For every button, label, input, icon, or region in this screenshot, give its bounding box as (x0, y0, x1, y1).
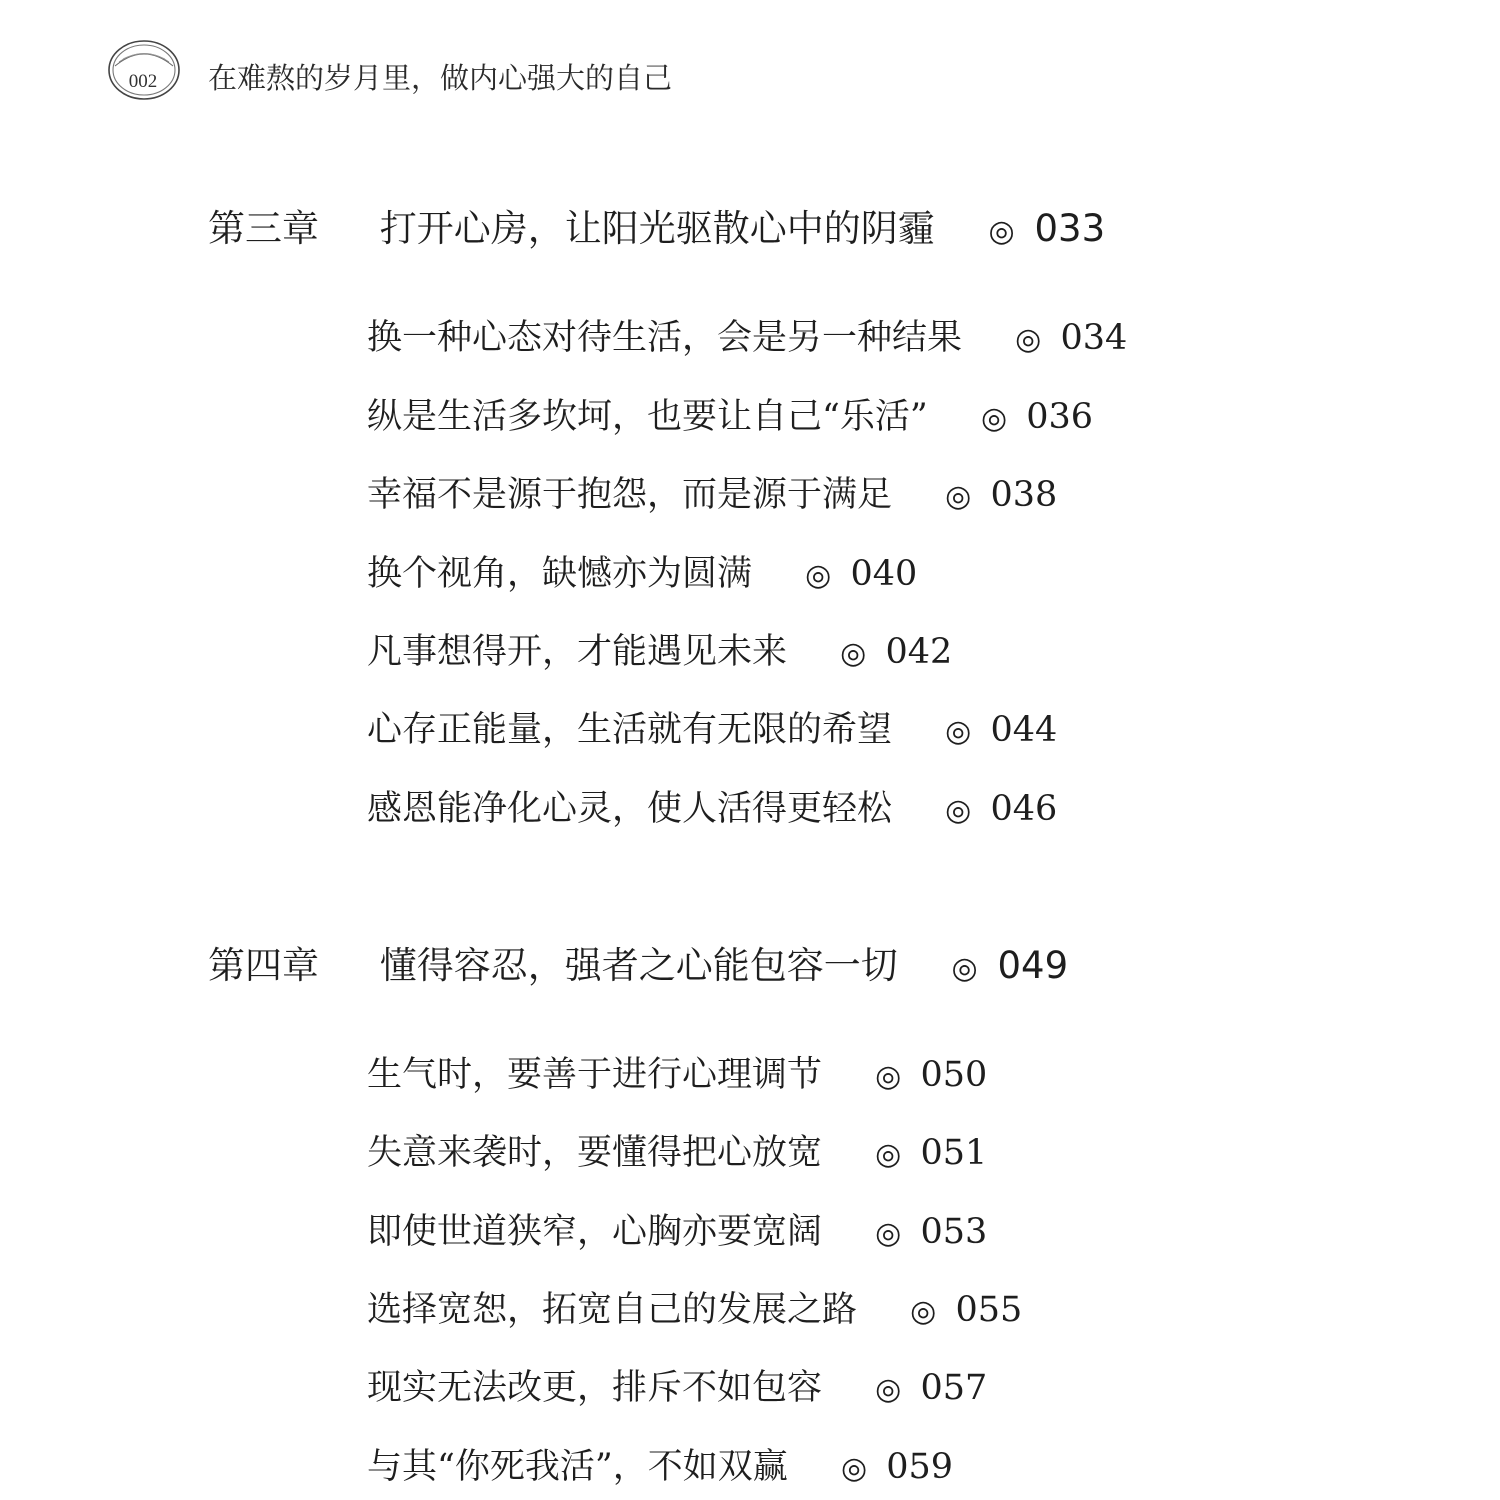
section-page-ref (875, 1365, 987, 1413)
toc-marker-icon: ◎ (945, 714, 972, 749)
section-page-ref (805, 551, 917, 599)
chapter-label: 第四章 (208, 944, 319, 987)
toc-marker-icon: ◎ (1015, 322, 1042, 357)
list-item[interactable] (367, 707, 1057, 755)
section-page-ref (945, 707, 1057, 755)
list-item[interactable] (367, 1365, 987, 1413)
toc-marker-icon: ◎ (951, 951, 978, 986)
section-page-ref (875, 1130, 987, 1178)
section-page-number: 053 (920, 1212, 988, 1252)
list-item[interactable] (367, 551, 917, 599)
list-item[interactable] (367, 1287, 1022, 1335)
list-item[interactable] (367, 1052, 987, 1100)
toc-marker-icon: ◎ (840, 1451, 868, 1486)
list-item[interactable] (367, 1444, 953, 1492)
section-title: 失意来袭时，要懂得把心放宽 (367, 1133, 823, 1173)
chapter-heading[interactable] (208, 205, 1105, 256)
section-page-number: 034 (1060, 318, 1128, 358)
section-title: 换个视角，缺憾亦为圆满 (367, 554, 753, 594)
section-title: 幸福不是源于抱怨，而是源于满足 (367, 475, 893, 515)
toc-marker-icon: ◎ (875, 1372, 902, 1407)
list-item[interactable] (367, 1209, 987, 1257)
section-title: 心存正能量，生活就有无限的希望 (367, 710, 893, 750)
toc-marker-icon: ◎ (988, 214, 1015, 249)
section-page-number: 059 (886, 1447, 954, 1487)
section-page-ref (1015, 315, 1127, 363)
toc-marker-icon: ◎ (840, 636, 867, 671)
section-title: 感恩能净化心灵，使人活得更轻松 (367, 789, 893, 829)
toc-marker-icon: ◎ (875, 1059, 902, 1094)
toc-marker-icon: ◎ (875, 1137, 902, 1172)
chapter-heading[interactable] (208, 942, 1068, 993)
toc-marker-icon: ◎ (805, 558, 832, 593)
toc-marker-icon: ◎ (945, 793, 972, 828)
section-title: 与其“你死我活”，不如双赢 (367, 1447, 788, 1487)
section-title: 换一种心态对待生活，会是另一种结果 (367, 318, 963, 358)
chapter-label: 第三章 (208, 207, 319, 250)
section-title: 纵是生活多坎坷，也要让自己“乐活” (367, 397, 928, 437)
section-page-ref (981, 394, 1093, 442)
page-number-badge (106, 36, 182, 102)
section-page-ref (875, 1209, 987, 1257)
book-title: 在难熬的岁月里，做内心强大的自己 (208, 61, 673, 95)
section-page-ref (841, 1444, 953, 1492)
chapter-title: 打开心房，让阳光驱散心中的阴霾 (379, 207, 935, 250)
section-title: 现实无法改更，排斥不如包容 (367, 1368, 823, 1408)
section-page-ref (875, 1052, 987, 1100)
page-number: 002 (128, 71, 158, 92)
list-item[interactable] (367, 394, 1093, 442)
toc-marker-icon: ◎ (980, 401, 1008, 436)
list-item[interactable] (367, 315, 1127, 363)
section-page-number: 044 (990, 710, 1058, 750)
list-item[interactable] (367, 786, 1057, 834)
section-page-number: 051 (920, 1133, 988, 1173)
section-page-number: 050 (920, 1055, 988, 1095)
section-page-number: 036 (1026, 397, 1094, 437)
section-title: 即使世道狭窄，心胸亦要宽阔 (367, 1212, 823, 1252)
section-page-number: 046 (990, 789, 1058, 829)
list-item[interactable] (367, 472, 1057, 520)
toc-marker-icon: ◎ (945, 479, 972, 514)
section-page-number: 038 (990, 475, 1058, 515)
chapter-page-ref (952, 942, 1069, 993)
section-page-ref (910, 1287, 1022, 1335)
section-title: 选择宽恕，拓宽自己的发展之路 (367, 1290, 858, 1330)
list-item[interactable] (367, 1130, 987, 1178)
section-title: 凡事想得开，才能遇见未来 (367, 632, 788, 672)
chapter-page-number: 049 (997, 944, 1069, 987)
chapter-page-number: 033 (1034, 207, 1106, 250)
section-page-number: 042 (885, 632, 953, 672)
toc-marker-icon: ◎ (910, 1294, 937, 1329)
section-page-number: 055 (955, 1290, 1023, 1330)
section-page-number: 040 (850, 554, 918, 594)
chapter-title: 懂得容忍，强者之心能包容一切 (379, 944, 898, 987)
section-page-number: 057 (920, 1368, 988, 1408)
section-title: 生气时，要善于进行心理调节 (367, 1055, 823, 1095)
section-page-ref (840, 629, 952, 677)
section-page-ref (945, 786, 1057, 834)
toc-marker-icon: ◎ (875, 1216, 902, 1251)
list-item[interactable] (367, 629, 952, 677)
section-page-ref (945, 472, 1057, 520)
chapter-page-ref (989, 205, 1106, 256)
